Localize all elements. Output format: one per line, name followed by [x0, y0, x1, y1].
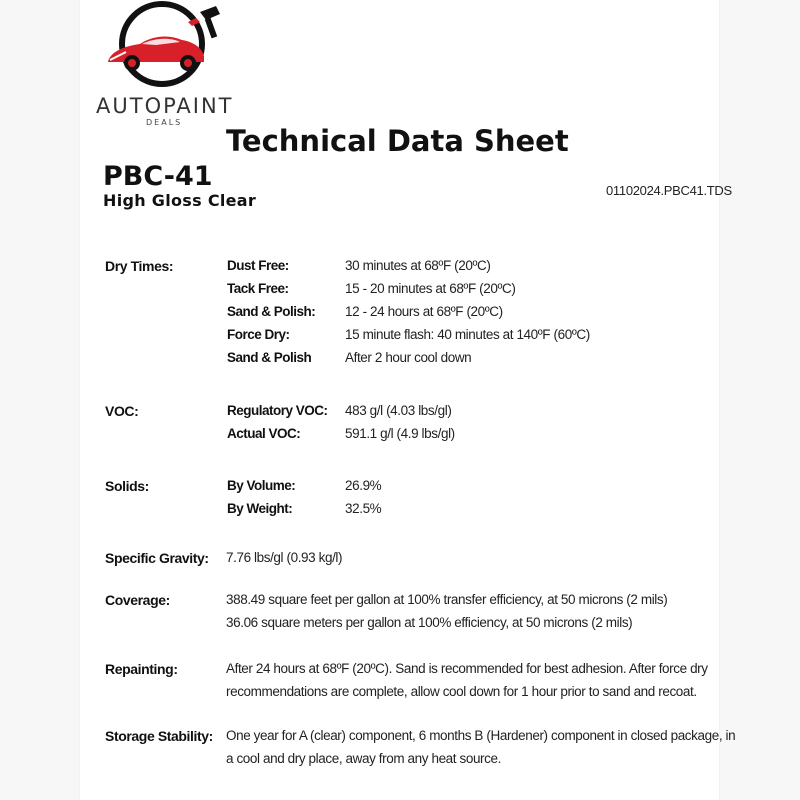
dry-time-value: After 2 hour cool down — [345, 350, 472, 365]
solids-label: Solids: — [105, 478, 149, 494]
product-code: PBC-41 — [103, 161, 213, 192]
repainting-text — [226, 657, 708, 703]
dry-times-label: Dry Times: — [105, 258, 174, 274]
specific-gravity-label: Specific Gravity: — [105, 550, 209, 566]
repainting-line: After 24 hours at 68ºF (20ºC). Sand is recommended for best adhesion. After force dry — [226, 661, 708, 676]
dry-time-name: Sand & Polish: — [227, 304, 316, 319]
voc-name: Regulatory VOC: — [227, 403, 328, 418]
repainting-line: recommendations are complete, allow cool down for 1 hour prior to sand and recoat. — [226, 684, 697, 699]
coverage-line: 388.49 square feet per gallon at 100% transfer efficiency, at 50 microns (2 mils) — [226, 592, 668, 607]
coverage-text — [226, 588, 696, 634]
brand-subtitle: DEALS — [146, 118, 183, 127]
dry-time-value: 15 - 20 minutes at 68ºF (20ºC) — [345, 281, 516, 296]
document-id: 01102024.PBC41.TDS — [606, 183, 732, 198]
dry-time-name: Tack Free: — [227, 281, 289, 296]
product-name: High Gloss Clear — [103, 191, 257, 210]
voc-value: 483 g/l (4.03 lbs/gl) — [345, 403, 452, 418]
solids-name: By Volume: — [227, 478, 296, 493]
storage-line: One year for A (clear) component, 6 months B (Hardener) component in closed package, in — [226, 728, 736, 743]
dry-time-name: Dust Free: — [227, 258, 289, 273]
dry-time-value: 30 minutes at 68ºF (20ºC) — [345, 258, 491, 273]
storage-stability-label: Storage Stability: — [105, 728, 213, 744]
repainting-label: Repainting: — [105, 661, 178, 677]
solids-name: By Weight: — [227, 501, 293, 516]
page-title: Technical Data Sheet — [226, 124, 569, 158]
solids-value: 32.5% — [345, 501, 382, 516]
coverage-label: Coverage: — [105, 592, 170, 608]
specific-gravity-value: 7.76 lbs/gl (0.93 kg/l) — [226, 550, 343, 565]
dry-time-value: 12 - 24 hours at 68ºF (20ºC) — [345, 304, 503, 319]
dry-time-name: Sand & Polish — [227, 350, 312, 365]
dry-time-name: Force Dry: — [227, 327, 290, 342]
coverage-line: 36.06 square meters per gallon at 100% efficiency, at 50 microns (2 mils) — [226, 615, 633, 630]
brand-wordmark: AUTOPAINT — [96, 94, 234, 118]
voc-label: VOC: — [105, 403, 139, 419]
storage-stability-text — [226, 724, 736, 770]
voc-name: Actual VOC: — [227, 426, 301, 441]
voc-value: 591.1 g/l (4.9 lbs/gl) — [345, 426, 455, 441]
dry-time-value: 15 minute flash: 40 minutes at 140ºF (60ºC) — [345, 327, 590, 342]
storage-line: a cool and dry place, away from any heat source. — [226, 751, 501, 766]
solids-value: 26.9% — [345, 478, 382, 493]
